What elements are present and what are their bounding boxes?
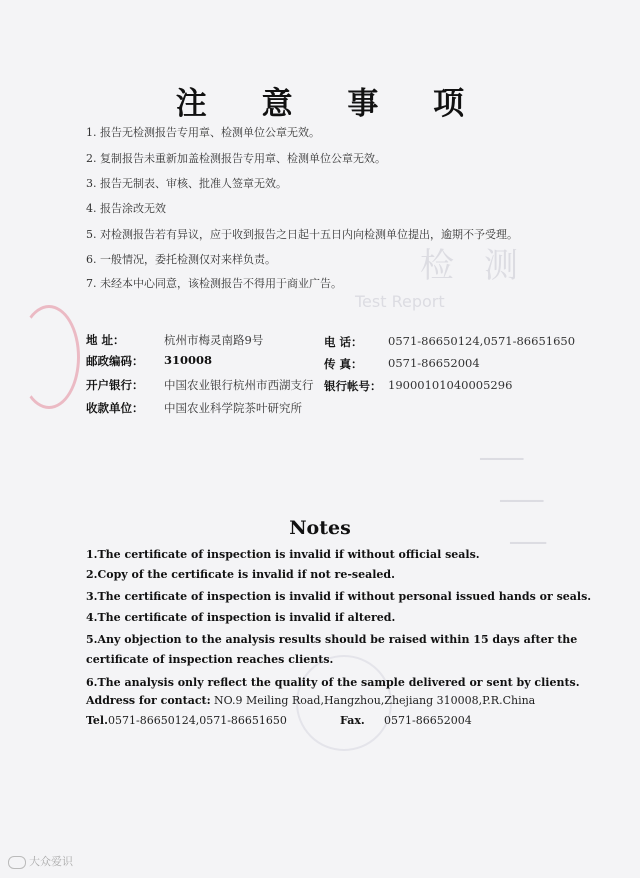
notes-cn-item: 6. 一般情况，委托检测仅对来样负责。 [86, 253, 276, 266]
notes-cn-item: 3. 报告无制表、审核、批准人签章无效。 [86, 177, 287, 190]
phone-label: 电 话： [324, 335, 363, 349]
address-label: 地 址： [86, 333, 125, 347]
notes-cn-item: 2. 复制报告未重新加盖检测报告专用章、检测单位公章无效。 [86, 152, 386, 165]
postcode-label: 邮政编码： [86, 354, 144, 368]
notes-en-item: 6.The analysis only reflect the quality of the sample delivered or sent by clients. [86, 676, 580, 689]
watermark-text: 大众爱识 [29, 855, 73, 868]
bleed-through-text: ━━━━━━ [500, 494, 544, 508]
red-seal-stamp-icon [18, 305, 80, 409]
notes-en-item: 2.Copy of the certificate is invalid if not re-sealed. [86, 568, 395, 581]
address-value: 杭州市梅灵南路9号 [164, 333, 264, 347]
bleed-through-text: ━━━━━ [510, 536, 547, 550]
contact-tel-label: Tel. [86, 714, 108, 727]
notes-en-item: 4.The certificate of inspection is invalid if altered. [86, 611, 396, 624]
notes-en-item: 1.The certificate of inspection is invalid if without official seals. [86, 548, 480, 561]
fax-value-cn: 0571-86652004 [388, 356, 480, 370]
page-title: 注 意 事 项 [175, 86, 487, 122]
notes-cn-item: 7. 未经本中心同意，该检测报告不得用于商业广告。 [86, 277, 342, 290]
bank-label: 开户银行： [86, 378, 144, 392]
phone-value: 0571-86650124,0571-86651650 [388, 334, 576, 348]
postcode-value: 310008 [164, 353, 213, 367]
payee-label: 收款单位： [86, 401, 144, 415]
fax-label-cn: 传 真： [324, 357, 363, 371]
notes-en-item: 5.Any objection to the analysis results should be raised within 15 days after the [86, 633, 578, 646]
notes-cn-item: 1. 报告无检测报告专用章、检测单位公章无效。 [86, 126, 320, 139]
watermark [8, 853, 73, 869]
notes-en-item: certificate of inspection reaches clients. [86, 653, 334, 666]
account-label: 银行帐号： [324, 379, 382, 393]
contact-tel-value: 0571-86650124,0571-86651650 [108, 714, 287, 727]
notes-cn-item: 5. 对检测报告若有异议，应于收到报告之日起十五日内向检测单位提出，逾期不予受理。 [86, 228, 518, 241]
bleed-through-text: Test Report [355, 292, 445, 311]
bleed-through-text: ━━━━━━ [480, 452, 524, 466]
contact-address-label: Address for contact: [86, 694, 211, 707]
contact-fax-label: Fax. [340, 714, 365, 727]
bleed-through-text: 检测 [420, 246, 548, 286]
notes-cn-item: 4. 报告涂改无效 [86, 202, 166, 215]
contact-address-value: NO.9 Meiling Road,Hangzhou,Zhejiang 310008,P.R.China [214, 694, 536, 707]
notes-en-item: 3.The certificate of inspection is invalid if without personal issued hands or seals. [86, 590, 592, 603]
contact-fax-value: 0571-86652004 [384, 714, 472, 727]
bank-value: 中国农业银行杭州市西湖支行 [164, 378, 314, 392]
account-value: 19000101040005296 [388, 378, 513, 392]
payee-value: 中国农业科学院茶叶研究所 [164, 401, 302, 415]
notes-en-title: Notes [289, 517, 351, 539]
watermark-logo-icon [8, 856, 26, 869]
